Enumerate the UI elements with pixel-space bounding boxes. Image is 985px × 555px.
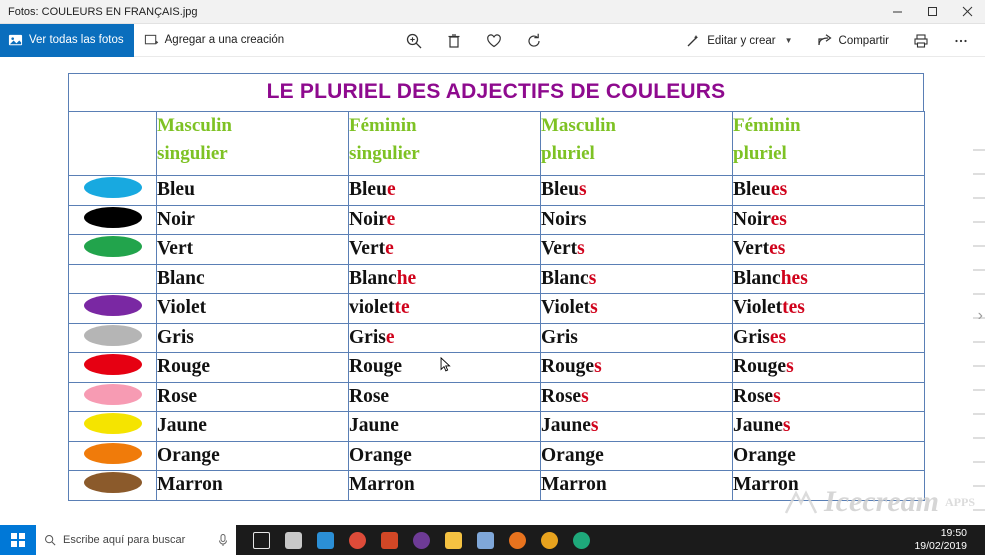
color-swatch-cell	[69, 264, 157, 294]
word-suffix: s	[581, 385, 589, 407]
color-swatch-cell	[69, 235, 157, 265]
color-swatch-cell	[69, 205, 157, 235]
word-base: Violet	[541, 297, 591, 319]
word-base: Vert	[157, 238, 194, 260]
word-base: Gris	[349, 326, 386, 348]
share-label: Compartir	[838, 34, 889, 47]
powerpoint-icon[interactable]	[374, 525, 404, 555]
color-swatch-cell	[69, 323, 157, 353]
header-line-2: singulier	[349, 142, 420, 164]
word-base: Vert	[733, 238, 770, 260]
cell-masculin-singulier	[157, 294, 349, 324]
word-suffix: s	[590, 415, 599, 437]
word-suffix: s	[577, 238, 585, 260]
cell-feminin-singulier	[349, 441, 541, 471]
colors-table	[68, 111, 925, 501]
word-base: Violet	[157, 297, 207, 319]
table-header-masculin-pluriel	[541, 112, 733, 176]
cell-feminin-singulier	[349, 323, 541, 353]
add-to-creation-label: Agregar a una creación	[164, 34, 285, 46]
word-suffix: tes	[782, 297, 805, 319]
maximize-button[interactable]	[915, 0, 950, 24]
word-base: Orange	[733, 444, 796, 466]
color-swatch-cell	[69, 294, 157, 324]
edit-create-label: Editar y crear	[707, 34, 776, 47]
next-photo-arrow-icon[interactable]: ›	[977, 307, 983, 324]
cell-masculin-singulier	[157, 323, 349, 353]
print-button[interactable]	[903, 24, 939, 57]
cell-feminin-singulier	[349, 294, 541, 324]
word-base: Blanc	[541, 267, 589, 289]
word-suffix: e	[386, 179, 396, 201]
cell-feminin-pluriel	[733, 382, 925, 412]
word-base: Jaune	[733, 415, 783, 437]
search-icon	[44, 534, 56, 546]
table-row	[69, 412, 925, 442]
word-base: Blanc	[349, 267, 397, 289]
color-swatch	[84, 472, 142, 493]
header-line-2: singulier	[157, 142, 228, 164]
cell-masculin-pluriel	[541, 294, 733, 324]
word-base: Marron	[541, 474, 607, 496]
clock-time: 19:50	[940, 526, 967, 539]
table-header-feminin-pluriel	[733, 112, 925, 176]
cell-feminin-pluriel	[733, 205, 925, 235]
word-base: Jaune	[157, 415, 207, 437]
chrome-icon-glyph	[349, 532, 366, 549]
cell-feminin-singulier	[349, 382, 541, 412]
zoom-icon[interactable]	[405, 32, 423, 50]
header-line-1: Féminin	[349, 115, 417, 136]
taskbar-clock[interactable]	[914, 527, 979, 553]
word-suffix: es	[769, 238, 786, 260]
color-swatch	[84, 443, 142, 464]
photo-content	[68, 73, 924, 501]
cell-masculin-singulier	[157, 205, 349, 235]
view-all-photos-button[interactable]	[0, 24, 134, 57]
cell-feminin-pluriel	[733, 264, 925, 294]
word-suffix: s	[594, 356, 602, 378]
word-base: Orange	[541, 444, 604, 466]
word-base: Vert	[541, 238, 578, 260]
cell-feminin-singulier	[349, 471, 541, 501]
app-icon[interactable]	[406, 525, 436, 555]
add-to-creation-button[interactable]	[134, 24, 295, 57]
header-line-2: pluriel	[733, 142, 787, 164]
word-suffix: s	[786, 356, 794, 378]
table-row	[69, 264, 925, 294]
word-base: violet	[349, 297, 395, 319]
photo-title: LE PLURIEL DES ADJECTIFS DE COULEURS	[68, 73, 924, 111]
taskbar-search[interactable]	[36, 525, 236, 555]
cell-feminin-pluriel	[733, 235, 925, 265]
next-photo-strip[interactable]	[973, 127, 985, 525]
mouse-cursor	[440, 357, 451, 373]
watermark-text: Icecream	[824, 485, 939, 518]
cell-masculin-singulier	[157, 264, 349, 294]
word-base: Rouge	[733, 356, 787, 378]
color-swatch-cell	[69, 176, 157, 206]
cell-feminin-singulier	[349, 412, 541, 442]
add-creation-icon	[144, 33, 159, 48]
cell-feminin-singulier	[349, 176, 541, 206]
cell-masculin-singulier	[157, 353, 349, 383]
color-swatch	[84, 325, 142, 346]
color-swatch-cell	[69, 412, 157, 442]
media-icon[interactable]	[502, 525, 532, 555]
powerpoint-icon-glyph	[381, 532, 398, 549]
mail-icon[interactable]	[278, 525, 308, 555]
window-title: Fotos: COULEURS EN FRANÇAIS.jpg	[8, 5, 198, 18]
window-controls	[880, 0, 985, 24]
watermark-subtext: APPS	[945, 494, 975, 509]
command-bar	[0, 24, 985, 57]
view-all-photos-label: Ver todas las fotos	[29, 34, 124, 46]
command-center-group	[405, 24, 543, 57]
recorder-icon[interactable]	[566, 525, 596, 555]
table-row	[69, 323, 925, 353]
minimize-button[interactable]	[880, 0, 915, 24]
table-row	[69, 471, 925, 501]
clock-date: 19/02/2019	[914, 540, 967, 552]
table-header-feminin-singulier	[349, 112, 541, 176]
color-swatch-cell	[69, 353, 157, 383]
media-icon-glyph	[509, 532, 526, 549]
windows-logo-icon	[11, 533, 25, 547]
color-swatch-cell	[69, 471, 157, 501]
word-base: Marron	[733, 474, 799, 496]
color-swatch	[84, 177, 142, 198]
print-icon	[913, 33, 929, 49]
word-base: Noir	[733, 208, 771, 230]
table-row	[69, 294, 925, 324]
start-button[interactable]	[0, 525, 36, 555]
header-line-1: Masculin	[541, 115, 616, 136]
cell-masculin-pluriel	[541, 176, 733, 206]
word-suffix: s	[773, 385, 781, 407]
cell-masculin-singulier	[157, 441, 349, 471]
word-suffix: hes	[780, 267, 808, 289]
explorer-icon-glyph	[445, 532, 462, 549]
word-base: Violet	[733, 297, 783, 319]
cell-masculin-pluriel	[541, 205, 733, 235]
cell-masculin-pluriel	[541, 235, 733, 265]
cell-masculin-singulier	[157, 235, 349, 265]
color-swatch	[84, 236, 142, 257]
cell-masculin-singulier	[157, 176, 349, 206]
downloader-icon[interactable]	[534, 525, 564, 555]
rotate-icon[interactable]	[525, 32, 543, 50]
word-base: Bleu	[733, 179, 771, 201]
word-suffix: e	[385, 326, 395, 348]
word-base: Jaune	[349, 415, 399, 437]
table-row	[69, 382, 925, 412]
collection-icon	[8, 33, 23, 48]
word-suffix: s	[588, 267, 597, 289]
word-base: Orange	[349, 444, 412, 466]
word-base: Rose	[157, 385, 198, 407]
cell-feminin-pluriel	[733, 441, 925, 471]
cell-feminin-singulier	[349, 264, 541, 294]
word-base: Gris	[157, 326, 194, 348]
photo-viewer[interactable]	[0, 57, 985, 525]
cell-masculin-pluriel	[541, 323, 733, 353]
chrome-icon[interactable]	[342, 525, 372, 555]
word-base: Bleu	[157, 179, 195, 201]
cell-feminin-singulier	[349, 235, 541, 265]
cell-feminin-pluriel	[733, 323, 925, 353]
color-swatch	[84, 295, 142, 316]
chevron-down-icon: ▼	[784, 36, 793, 45]
word-base: Noir	[349, 208, 387, 230]
cortana-mic-icon[interactable]	[218, 533, 228, 547]
word-base: Vert	[349, 238, 386, 260]
table-row	[69, 176, 925, 206]
table-row	[69, 205, 925, 235]
colors-table-body	[69, 176, 925, 501]
heart-icon[interactable]	[485, 32, 503, 50]
word-base: Noir	[157, 208, 195, 230]
app-icon-glyph	[413, 532, 430, 549]
word-base: Blanc	[157, 267, 205, 289]
word-base: Marron	[349, 474, 415, 496]
word-base: Marron	[157, 474, 223, 496]
cell-masculin-singulier	[157, 382, 349, 412]
command-right-group	[675, 24, 979, 57]
word-suffix: e	[386, 208, 396, 230]
cell-masculin-pluriel	[541, 471, 733, 501]
color-swatch-cell	[69, 382, 157, 412]
explorer-icon[interactable]	[438, 525, 468, 555]
word-suffix: s	[782, 415, 791, 437]
word-base: Gris	[733, 326, 770, 348]
word-base: Gris	[541, 326, 578, 348]
cell-masculin-pluriel	[541, 382, 733, 412]
cell-masculin-pluriel	[541, 353, 733, 383]
color-swatch	[84, 384, 142, 405]
word-base: Rose	[733, 385, 774, 407]
share-button[interactable]	[807, 24, 899, 57]
cell-feminin-singulier	[349, 205, 541, 235]
table-header-swatch	[69, 112, 157, 176]
color-swatch-cell	[69, 441, 157, 471]
word-base: Noirs	[541, 208, 587, 230]
table-header-masculin-singulier	[157, 112, 349, 176]
word-base: Rouge	[157, 356, 211, 378]
word-suffix: es	[769, 326, 787, 348]
cell-feminin-pluriel	[733, 294, 925, 324]
word-base: Rose	[541, 385, 582, 407]
taskbar	[0, 525, 985, 555]
word-suffix: s	[590, 297, 598, 319]
cell-masculin-pluriel	[541, 264, 733, 294]
color-swatch	[84, 354, 142, 375]
more-icon	[953, 33, 969, 49]
cell-feminin-pluriel	[733, 471, 925, 501]
task-view-icon-glyph	[253, 532, 270, 549]
header-line-1: Masculin	[157, 115, 232, 136]
cell-masculin-singulier	[157, 412, 349, 442]
mail-icon-glyph	[285, 532, 302, 549]
word-base: Rose	[349, 385, 390, 407]
word-base: Blanc	[733, 267, 781, 289]
share-icon	[817, 33, 833, 49]
table-row	[69, 353, 925, 383]
table-row	[69, 235, 925, 265]
word-base: Rouge	[349, 356, 403, 378]
color-swatch	[84, 266, 142, 287]
search-placeholder: Escribe aquí para buscar	[63, 534, 186, 546]
header-line-2: pluriel	[541, 142, 595, 164]
downloader-icon-glyph	[541, 532, 558, 549]
store-icon-glyph	[317, 532, 334, 549]
photos-icon[interactable]	[470, 525, 500, 555]
title-bar	[0, 0, 985, 24]
cell-feminin-pluriel	[733, 353, 925, 383]
word-base: Bleu	[541, 179, 579, 201]
table-row	[69, 441, 925, 471]
cell-masculin-singulier	[157, 471, 349, 501]
word-suffix: es	[770, 208, 787, 230]
word-base: Orange	[157, 444, 220, 466]
magic-wand-icon	[685, 33, 701, 49]
cell-masculin-pluriel	[541, 441, 733, 471]
recorder-icon-glyph	[573, 532, 590, 549]
store-icon[interactable]	[310, 525, 340, 555]
word-suffix: e	[385, 238, 394, 260]
close-button[interactable]	[950, 0, 985, 24]
word-base: Rouge	[541, 356, 595, 378]
word-base: Bleu	[349, 179, 387, 201]
word-base: Jaune	[541, 415, 591, 437]
cell-feminin-pluriel	[733, 412, 925, 442]
word-suffix: s	[578, 179, 587, 201]
task-view-icon[interactable]	[246, 525, 276, 555]
header-line-1: Féminin	[733, 115, 801, 136]
trash-icon[interactable]	[445, 32, 463, 50]
cell-masculin-pluriel	[541, 412, 733, 442]
word-suffix: te	[394, 297, 410, 319]
table-header-row	[69, 112, 925, 176]
cell-feminin-pluriel	[733, 176, 925, 206]
taskbar-apps	[246, 525, 596, 555]
more-options-button[interactable]	[943, 24, 979, 57]
color-swatch	[84, 207, 142, 228]
color-swatch	[84, 413, 142, 434]
word-suffix: he	[396, 267, 417, 289]
word-suffix: es	[770, 179, 788, 201]
edit-create-button[interactable]	[675, 24, 802, 57]
photos-icon-glyph	[477, 532, 494, 549]
